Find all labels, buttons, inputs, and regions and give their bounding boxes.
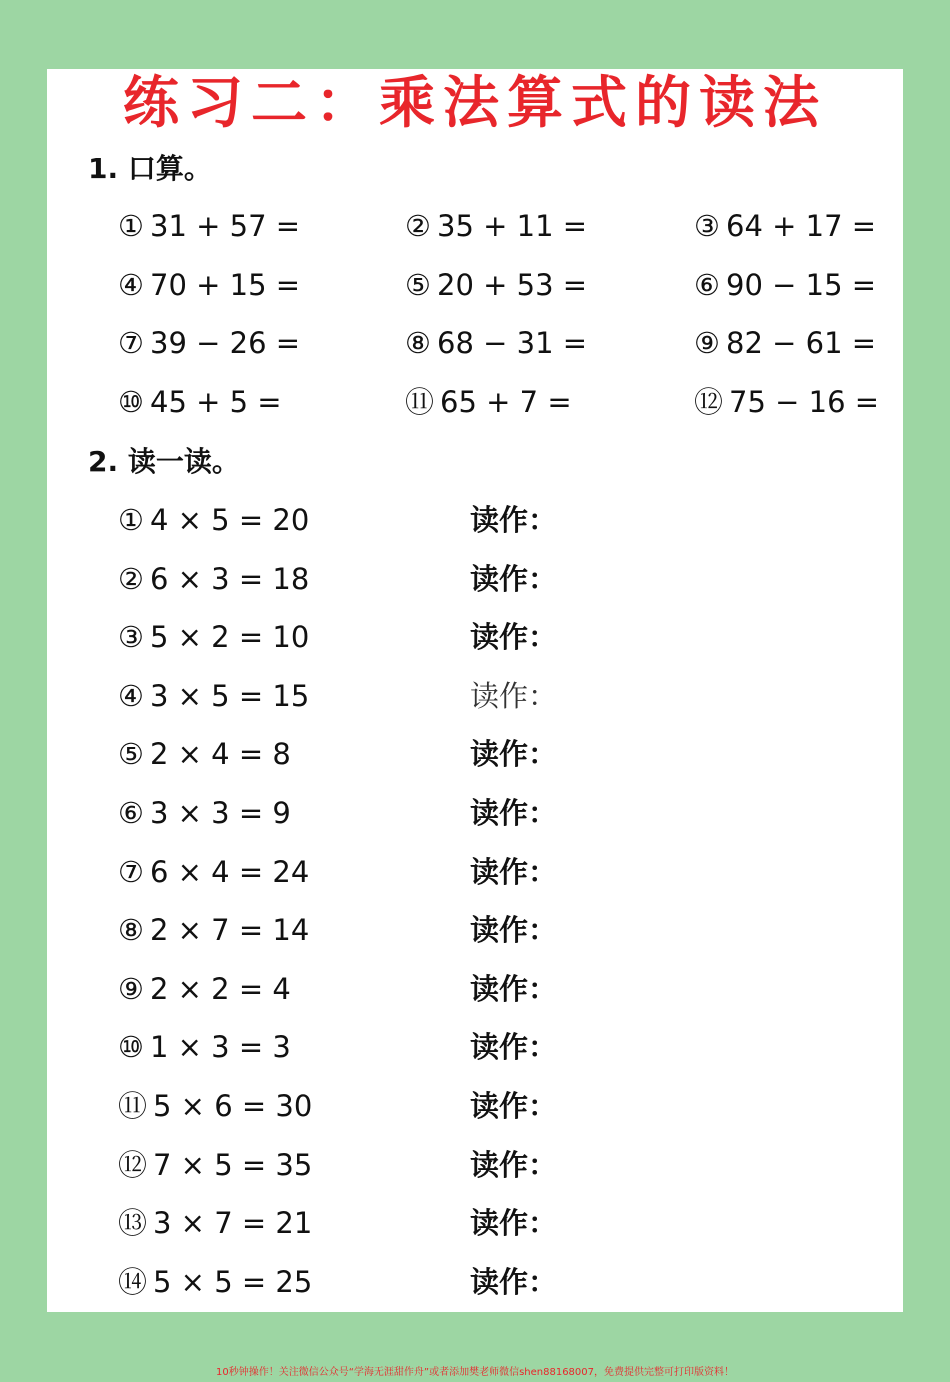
math-expression: 2 × 4 = 8 (150, 737, 291, 771)
multiplication-item (118, 971, 291, 1007)
item-number: ① (118, 209, 144, 243)
item-number: ⑭ (118, 1265, 148, 1299)
read-as-label: 读作： (470, 737, 558, 771)
math-expression: 5 × 2 = 10 (150, 620, 310, 654)
multiplication-item (118, 561, 309, 597)
read-as-label: 读作： (470, 503, 558, 537)
math-expression: 65 + 7 = (440, 385, 572, 419)
multiplication-item (118, 502, 309, 538)
math-expression: 5 × 5 = 25 (153, 1265, 313, 1299)
multiplication-item (118, 1264, 312, 1300)
multiplication-item (118, 795, 291, 831)
math-expression: 3 × 5 = 15 (150, 679, 310, 713)
mental-math-item (405, 384, 572, 420)
mental-math-item (405, 325, 587, 361)
math-expression: 5 × 6 = 30 (153, 1089, 313, 1123)
read-as-label: 读作： (470, 562, 558, 596)
mental-math-item (118, 267, 300, 303)
item-number: ⑨ (118, 972, 144, 1006)
math-expression: 6 × 4 = 24 (150, 855, 310, 889)
multiplication-item (118, 1088, 312, 1124)
math-expression: 82 − 61 = (726, 326, 877, 360)
read-as-label: 读作： (470, 1089, 558, 1123)
read-as-label: 读作： (470, 855, 558, 889)
item-number: ⑥ (694, 268, 720, 302)
mental-math-item (694, 325, 876, 361)
read-as-label: 读作： (470, 1265, 558, 1299)
read-as-label: 读作： (470, 1148, 558, 1182)
multiplication-item (118, 912, 309, 948)
multiplication-item (118, 1205, 312, 1241)
math-expression: 70 + 15 = (150, 268, 301, 302)
math-expression: 68 − 31 = (437, 326, 588, 360)
mental-math-item (694, 208, 876, 244)
math-expression: 75 − 16 = (729, 385, 880, 419)
footer-note: 10秒钟操作！关注微信公众号“学海无涯甜作舟”或者添加樊老师微信shen88168007，免费提供完整可打印版资料！ (215, 1367, 735, 1378)
multiplication-item (118, 678, 309, 714)
item-number: ⑩ (118, 385, 144, 419)
math-expression: 2 × 2 = 4 (150, 972, 291, 1006)
item-number: ④ (118, 268, 144, 302)
math-expression: 3 × 7 = 21 (153, 1206, 313, 1240)
item-number: ⑧ (405, 326, 431, 360)
read-as-label: 读作： (470, 972, 558, 1006)
item-number: ⑪ (118, 1089, 148, 1123)
math-expression: 6 × 3 = 18 (150, 562, 310, 596)
mental-math-item (405, 267, 587, 303)
math-expression: 39 − 26 = (150, 326, 301, 360)
math-expression: 1 × 3 = 3 (150, 1030, 291, 1064)
item-number: ⑤ (405, 268, 431, 302)
section-2-heading: 2. 读一读。 (88, 445, 240, 478)
item-number: ⑦ (118, 326, 144, 360)
math-expression: 2 × 7 = 14 (150, 913, 310, 947)
multiplication-item (118, 736, 291, 772)
item-number: ⑤ (118, 737, 144, 771)
math-expression: 20 + 53 = (437, 268, 588, 302)
section-1-heading: 1. 口算。 (88, 152, 212, 185)
math-expression: 7 × 5 = 35 (153, 1148, 313, 1182)
math-expression: 64 + 17 = (726, 209, 877, 243)
mental-math-item (694, 267, 876, 303)
item-number: ③ (694, 209, 720, 243)
math-expression: 35 + 11 = (437, 209, 588, 243)
multiplication-item (118, 619, 309, 655)
page-title: 练习二：乘法算式的读法 (123, 70, 827, 136)
mental-math-item (118, 208, 300, 244)
read-as-label: 读作： (470, 679, 558, 713)
read-as-label: 读作： (470, 1030, 558, 1064)
item-number: ⑪ (405, 385, 435, 419)
item-number: ⑬ (118, 1206, 148, 1240)
item-number: ④ (118, 679, 144, 713)
read-as-label: 读作： (470, 796, 558, 830)
math-expression: 31 + 57 = (150, 209, 301, 243)
mental-math-item (405, 208, 587, 244)
item-number: ③ (118, 620, 144, 654)
multiplication-item (118, 854, 309, 890)
multiplication-item (118, 1029, 291, 1065)
multiplication-item (118, 1147, 312, 1183)
item-number: ⑦ (118, 855, 144, 889)
item-number: ⑧ (118, 913, 144, 947)
math-expression: 3 × 3 = 9 (150, 796, 291, 830)
item-number: ⑫ (118, 1148, 148, 1182)
item-number: ⑫ (694, 385, 724, 419)
mental-math-item (118, 384, 282, 420)
item-number: ② (118, 562, 144, 596)
item-number: ⑩ (118, 1030, 144, 1064)
item-number: ① (118, 503, 144, 537)
item-number: ⑥ (118, 796, 144, 830)
item-number: ② (405, 209, 431, 243)
read-as-label: 读作： (470, 913, 558, 947)
read-as-label: 读作： (470, 620, 558, 654)
math-expression: 4 × 5 = 20 (150, 503, 310, 537)
math-expression: 90 − 15 = (726, 268, 877, 302)
item-number: ⑨ (694, 326, 720, 360)
read-as-label: 读作： (470, 1206, 558, 1240)
math-expression: 45 + 5 = (150, 385, 282, 419)
mental-math-item (694, 384, 879, 420)
mental-math-item (118, 325, 300, 361)
